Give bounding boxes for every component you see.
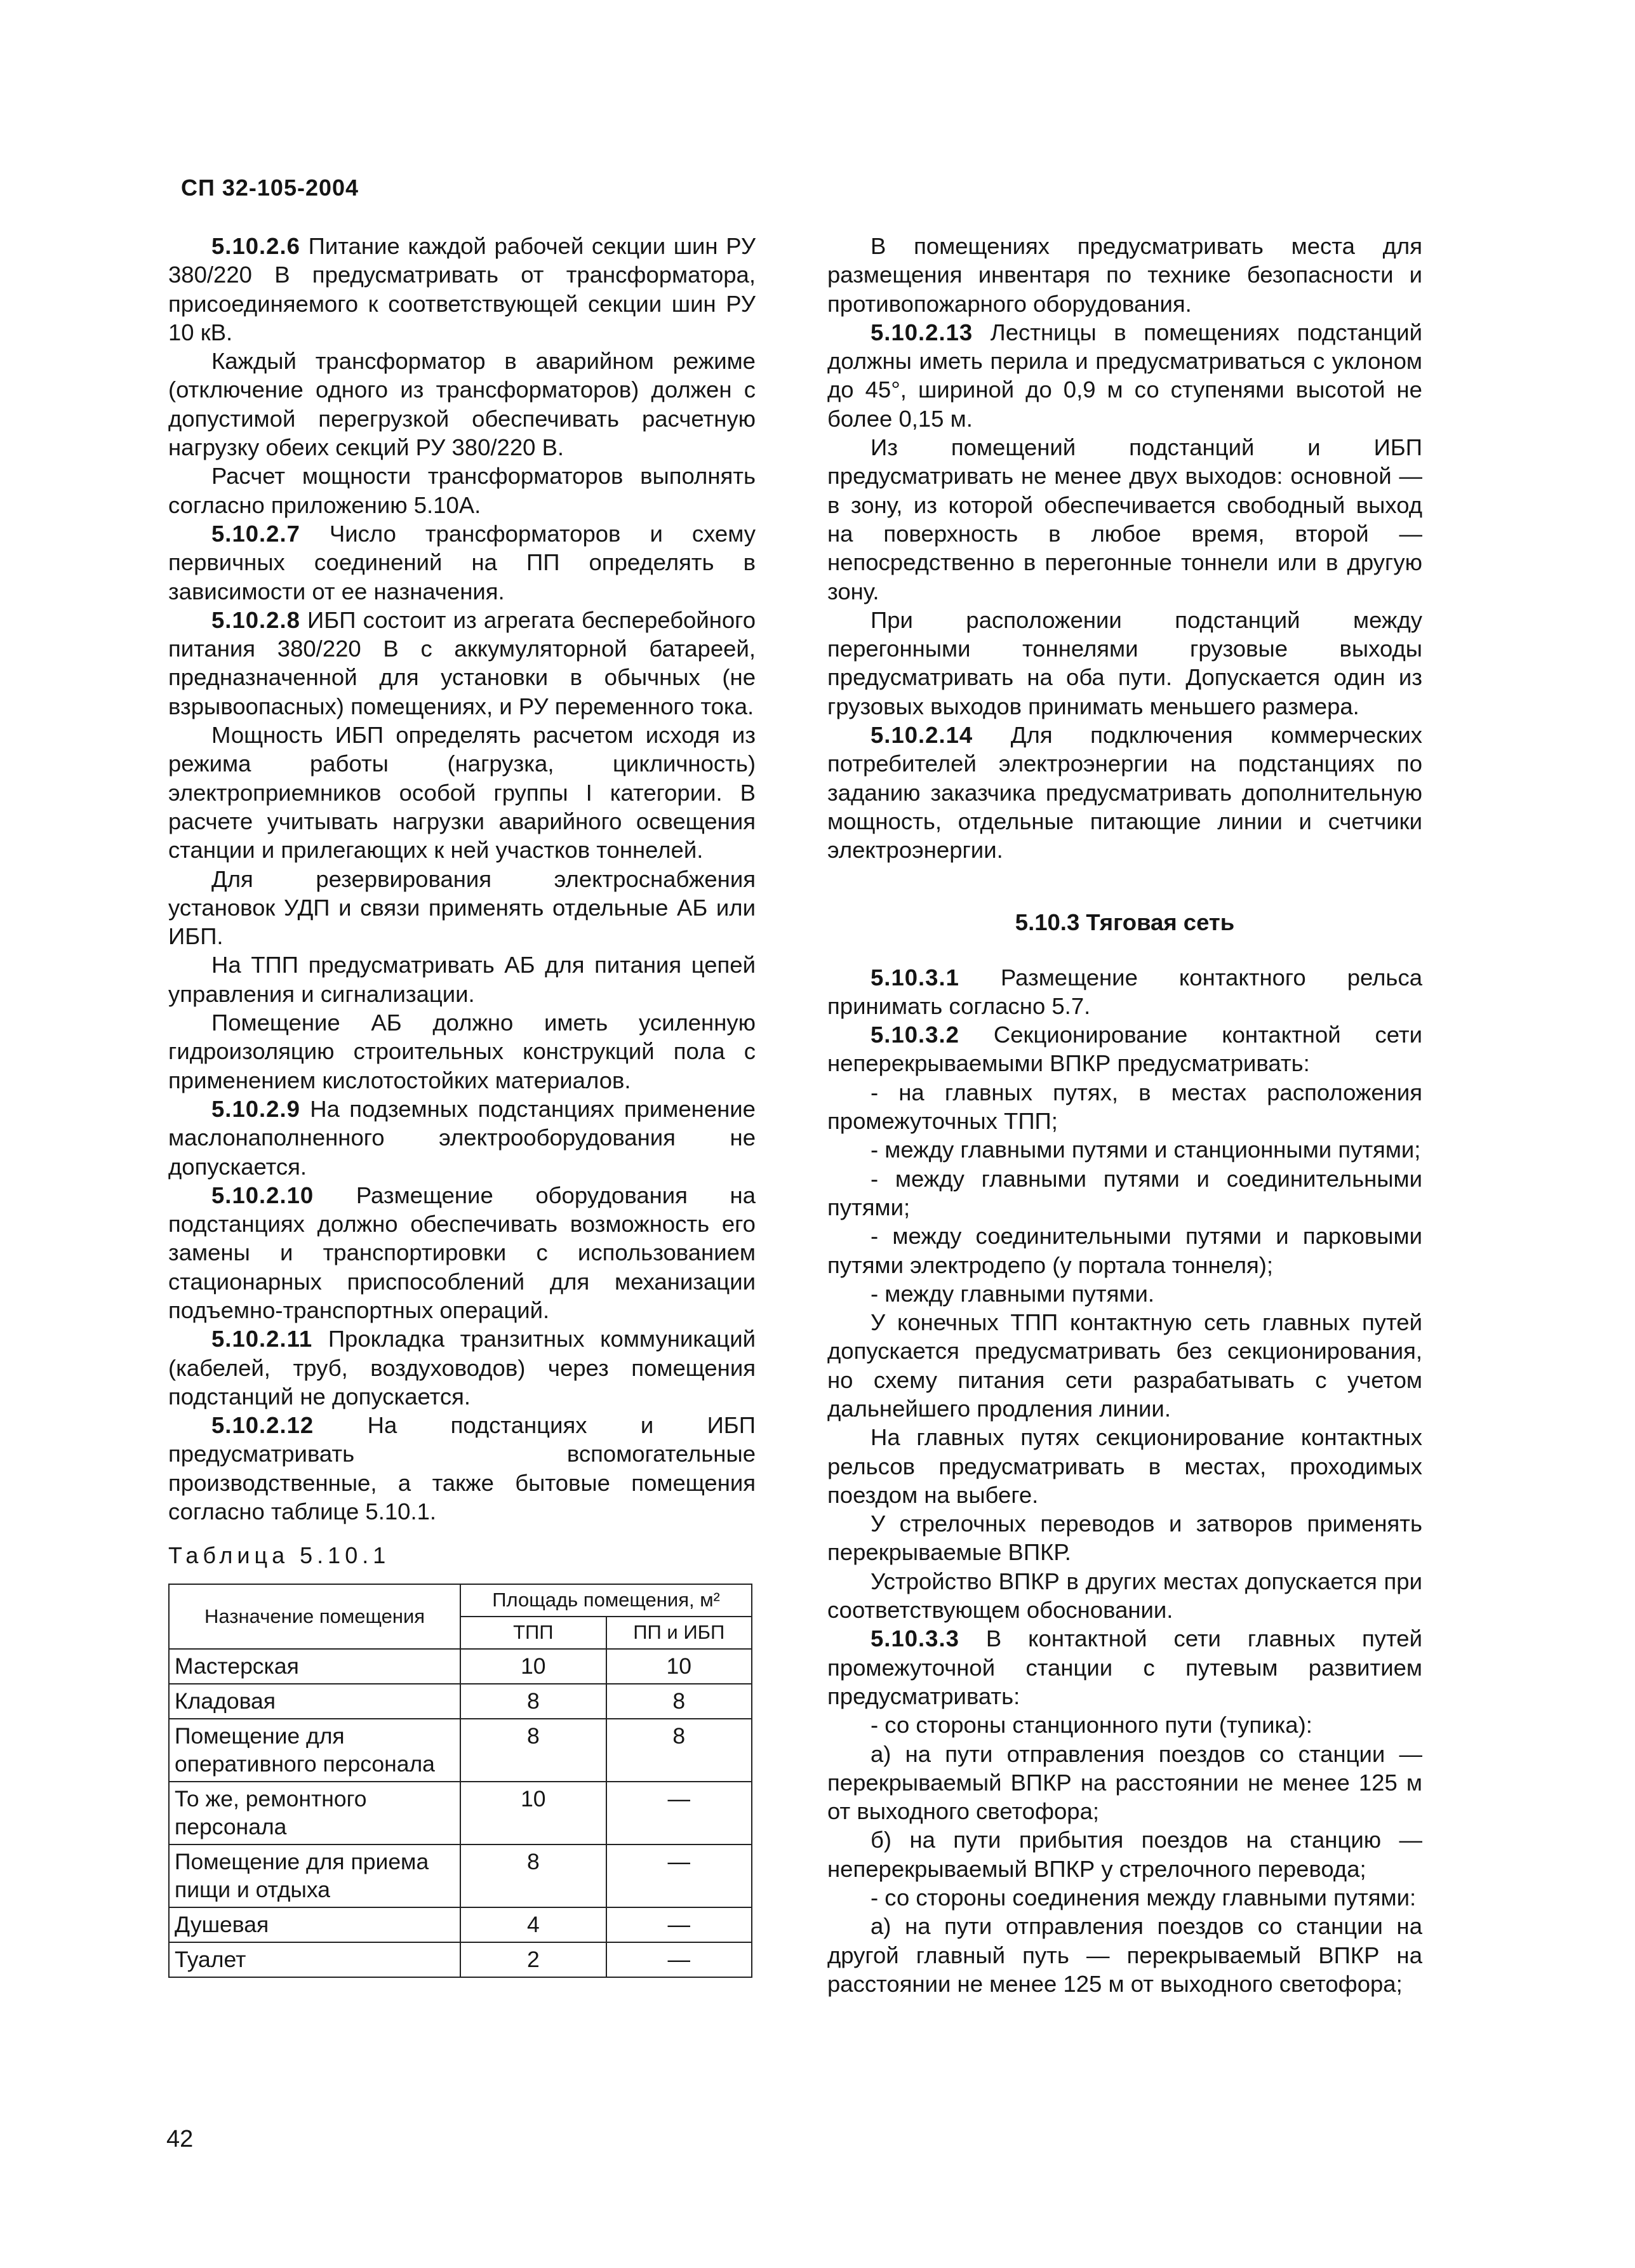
table-row <box>169 1684 752 1719</box>
table-caption: Таблица 5.10.1 <box>168 1542 390 1569</box>
clause-number: 5.10.2.10 <box>211 1182 314 1208</box>
list-item: б) на пути прибытия поездов на станцию — неперекрываемый ВПКР у стрелочного перевода; <box>827 1827 1422 1882</box>
area-tpp: 10 <box>460 1649 606 1684</box>
area-pp-ibp: 8 <box>606 1719 752 1782</box>
area-pp-ibp: 8 <box>606 1684 752 1719</box>
area-pp-ibp: — <box>606 1782 752 1844</box>
clause-text: Прокладка транзитных коммуникаций (кабелей, труб, воздуховодов) через помещения подстанций не допускается. <box>168 1326 756 1410</box>
room-name: Помещение для приема пищи и отдыха <box>169 1844 460 1907</box>
section-heading: 5.10.3 Тяговая сеть <box>1015 909 1235 935</box>
paragraph: Для резервирования электроснабжения установок УДП и связи применять отдельные АБ или ИБП. <box>168 865 756 950</box>
paragraph-5-10-2-8 <box>168 606 756 721</box>
paragraph-5-10-2-11 <box>168 1324 756 1411</box>
clause-number: 5.10.2.9 <box>211 1095 300 1122</box>
table-row <box>169 1782 752 1844</box>
clause-text: ИБП состоит из агрегата бесперебойного питания 380/220 В с аккумуляторной батареей, предназначенной для установки в обычных (не взрывоопасных) помещениях, и РУ переменного тока. <box>168 606 756 719</box>
table-row <box>169 1942 752 1977</box>
left-column <box>168 232 756 1978</box>
subheader-pp-ibp: ПП и ИБП <box>606 1617 752 1649</box>
table-row <box>169 1649 752 1684</box>
paragraph-5-10-2-9 <box>168 1095 756 1181</box>
room-name: То же, ремонтного персонала <box>169 1782 460 1844</box>
list-item: - со стороны соединения между главными путями: <box>871 1884 1417 1911</box>
clause-number: 5.10.2.13 <box>871 319 973 345</box>
list-item: а) на пути отправления поездов со станции на другой главный путь — перекрываемый ВПКР на расстоянии не менее 125 м от выходного светофора; <box>827 1913 1422 1997</box>
paragraph: У стрелочных переводов и затворов применять перекрываемые ВПКР. <box>827 1511 1422 1566</box>
clause-text: На подземных подстанциях применение маслонаполненного электрооборудования не допускается. <box>168 1095 756 1180</box>
rooms-area-table <box>168 1584 752 1978</box>
clause-text: Для подключения коммерческих потребителей электроэнергии на подстанциях по заданию заказчика предусматривать дополнительную мощность, отдельные питающие линии и счетчики электроэнергии. <box>827 722 1422 864</box>
table-row <box>169 1907 752 1942</box>
paragraph-5-10-3-3 <box>827 1624 1422 1711</box>
paragraph: В помещениях предусматривать места для размещения инвентаря по технике безопасности и противопожарного оборудования. <box>827 233 1422 317</box>
paragraph: У конечных ТПП контактную сеть главных путей допускается предусматривать без секционирования, но схему питания сети разрабатывать с учетом дальнейшего продления линии. <box>827 1309 1422 1422</box>
clause-number: 5.10.2.8 <box>211 606 300 633</box>
paragraph-5-10-2-10 <box>168 1181 756 1324</box>
list-item: - между главными путями и станционными путями; <box>871 1137 1421 1163</box>
header-room-purpose: Назначение помещения <box>169 1584 460 1649</box>
subheader-tpp: ТПП <box>460 1617 606 1649</box>
clause-number: 5.10.2.11 <box>211 1326 313 1352</box>
room-name: Помещение для оперативного персонала <box>169 1719 460 1782</box>
clause-text: Число трансформаторов и схему первичных соединений на ПП определять в зависимости от ее назначения. <box>168 520 756 604</box>
room-name: Кладовая <box>169 1684 460 1719</box>
list-item: - между главными путями. <box>871 1280 1155 1307</box>
area-pp-ibp: 10 <box>606 1649 752 1684</box>
clause-text: Питание каждой рабочей секции шин РУ 380/220 В предусматривать от трансформатора, присоединяемого к соответствующей секции шин РУ 10 кВ. <box>168 233 756 345</box>
room-name: Душевая <box>169 1907 460 1942</box>
paragraph-5-10-2-7 <box>168 519 756 606</box>
list-item: а) на пути отправления поездов со станции — перекрываемый ВПКР на расстоянии не менее 125 м от выходного светофора; <box>827 1740 1422 1825</box>
clause-number: 5.10.2.7 <box>211 520 300 547</box>
paragraph-5-10-2-12 <box>168 1411 756 1526</box>
clause-text: Размещение оборудования на подстанциях должно обеспечивать возможность его замены и транспортировки с использованием стационарных приспособлений для механизации подъемно-транспортных операций. <box>168 1182 756 1323</box>
area-tpp: 8 <box>460 1684 606 1719</box>
area-pp-ibp: — <box>606 1844 752 1907</box>
paragraph: На главных путях секционирование контактных рельсов предусматривать в местах, проходимых поездом на выбеге. <box>827 1424 1422 1508</box>
clause-number: 5.10.3.2 <box>871 1022 959 1048</box>
document-code: СП 32-105-2004 <box>181 175 359 201</box>
clause-text: На подстанциях и ИБП предусматривать вспомогательные производственные, а также бытовые помещения согласно таблице 5.10.1. <box>168 1412 756 1525</box>
clause-text: В контактной сети главных путей промежуточной станции с путевым развитием предусматривать: <box>827 1625 1422 1709</box>
room-name: Туалет <box>169 1942 460 1977</box>
clause-number: 5.10.3.3 <box>871 1625 959 1652</box>
paragraph: Устройство ВПКР в других местах допускается при соответствующем обосновании. <box>827 1568 1422 1624</box>
right-column <box>827 232 1422 1998</box>
list-item: - со стороны станционного пути (тупика): <box>871 1712 1312 1738</box>
paragraph-5-10-2-14 <box>827 721 1422 864</box>
clause-number: 5.10.2.6 <box>211 233 300 259</box>
list-item: - между главными путями и соединительными путями; <box>827 1165 1422 1220</box>
paragraph: На ТПП предусматривать АБ для питания цепей управления и сигнализации. <box>168 952 756 1007</box>
room-name: Мастерская <box>169 1649 460 1684</box>
paragraph: Каждый трансформатор в аварийном режиме (отключение одного из трансформаторов) должен с допустимой перегрузкой обеспечивать расчетную нагрузку обеих секций РУ 380/220 В. <box>168 348 756 461</box>
paragraph-5-10-3-1 <box>827 963 1422 1021</box>
clause-number: 5.10.2.12 <box>211 1412 314 1439</box>
paragraph-5-10-2-6 <box>168 232 756 347</box>
area-tpp: 8 <box>460 1719 606 1782</box>
area-tpp: 2 <box>460 1942 606 1977</box>
table-row <box>169 1719 752 1782</box>
paragraph: Расчет мощности трансформаторов выполнять согласно приложению 5.10А. <box>168 463 756 518</box>
page-number: 42 <box>166 2126 194 2152</box>
area-tpp: 4 <box>460 1907 606 1942</box>
table-header-row <box>169 1584 752 1617</box>
paragraph: При расположении подстанций между перегонными тоннелями грузовые выходы предусматривать на оба пути. Допускается один из грузовых выходов принимать меньшего размера. <box>827 606 1422 719</box>
header-room-area: Площадь помещения, м² <box>460 1584 752 1617</box>
area-pp-ibp: — <box>606 1907 752 1942</box>
paragraph: Из помещений подстанций и ИБП предусматривать не менее двух выходов: основной — в зону, из которой обеспечивается свободный выход на поверхность в любое время, второй — непосредственно в перегонные тоннели или в другую зону. <box>827 434 1422 604</box>
clause-text: Лестницы в помещениях подстанций должны иметь перила и предусматриваться с уклоном до 45°, шириной до 0,9 м со ступенями высотой не более 0,15 м. <box>827 319 1422 432</box>
paragraph-5-10-2-13 <box>827 318 1422 433</box>
clause-number: 5.10.3.1 <box>871 964 959 991</box>
area-tpp: 10 <box>460 1782 606 1844</box>
paragraph: Помещение АБ должно иметь усиленную гидроизоляцию строительных конструкций пола с применением кислотостойких материалов. <box>168 1010 756 1093</box>
clause-number: 5.10.2.14 <box>871 722 973 749</box>
paragraph: Мощность ИБП определять расчетом исходя из режима работы (нагрузка, цикличность) электроприемников особой группы I категории. В расчете учитывать нагрузки аварийного освещения станции и прилегающих к ней участков тоннелей. <box>168 722 756 864</box>
list-item: - между соединительными путями и парковыми путями электродепо (у портала тоннеля); <box>827 1223 1422 1278</box>
area-tpp: 8 <box>460 1844 606 1907</box>
area-pp-ibp: — <box>606 1942 752 1977</box>
list-item: - на главных путях, в местах расположения промежуточных ТПП; <box>827 1079 1422 1135</box>
paragraph-5-10-3-2 <box>827 1020 1422 1078</box>
table-row <box>169 1844 752 1907</box>
clause-text: Размещение контактного рельса принимать согласно 5.7. <box>827 964 1422 1019</box>
clause-text: Секционирование контактной сети неперекрываемыми ВПКР предусматривать: <box>827 1022 1422 1077</box>
